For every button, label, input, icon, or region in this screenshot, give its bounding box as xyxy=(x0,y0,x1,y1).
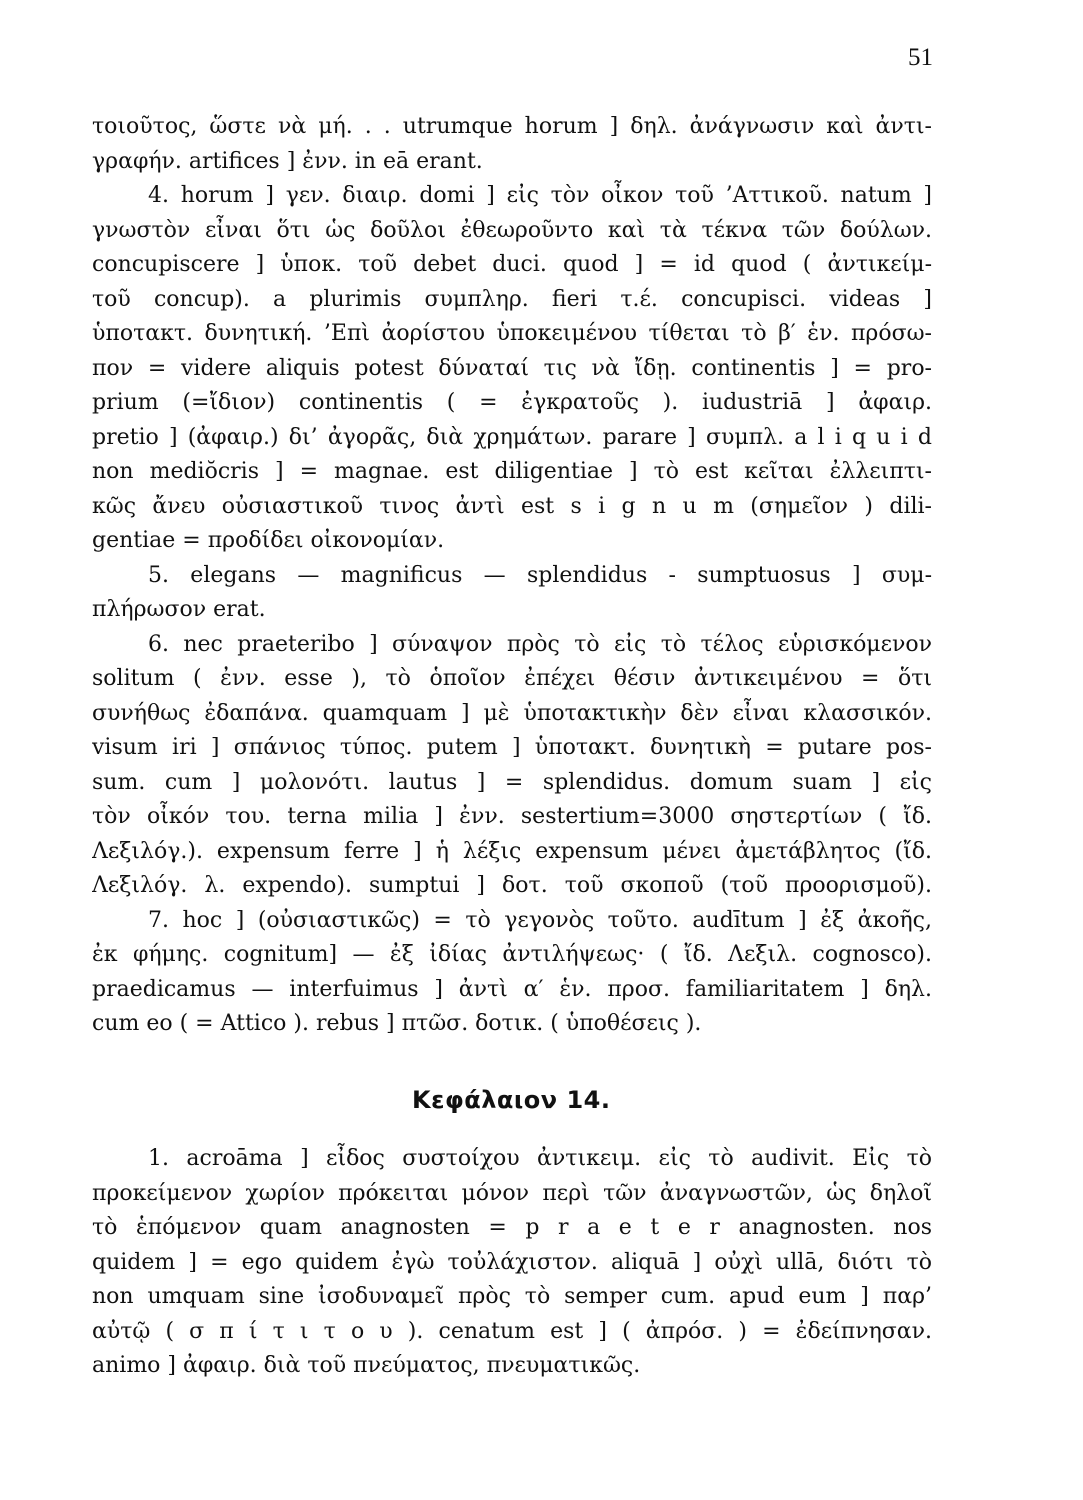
text-line: animo ] ἀφαιρ. διὰ τοῦ πνεύματος, πνευματικῶς. xyxy=(92,1353,641,1378)
text-line: γραφήν. artifices ] ἐνν. in eā erant. xyxy=(92,148,483,174)
text-line: 1. acroāma ] εἶδος συστοίχου ἀντικειμ. εἰς τὸ audivit. Εἰς τὸ xyxy=(148,1146,932,1171)
text-line: ὑποτακτ. δυνητική. ’Επὶ ἀορίστου ὑποκειμένου τίθεται τὸ β′ ἑν. πρόσω- xyxy=(92,321,932,346)
text-line: quidem ] = ego quidem ἐγὼ τοὐλάχιστον. aliquā ] οὐχὶ ullā, διότι τὸ xyxy=(92,1249,932,1275)
text-line: sum. cum ] μολονότι. lautus ] = splendidus. domum suam ] εἰς xyxy=(92,769,932,795)
text-line: non umquam sine ἰσοδυναμεῖ πρὸς τὸ semper cum. apud eum ] παρ’ xyxy=(92,1284,932,1309)
text-line: προκείμενον χωρίον πρόκειται μόνον περὶ τῶν ἀναγνωστῶν, ὡς δηλοῖ xyxy=(92,1180,932,1206)
text-line: 7. hoc ] (οὐσιαστικῶς) = τὸ γεγονὸς τοῦτο. audītum ] ἐξ ἀκοῆς, xyxy=(148,907,932,933)
text-line: cum eo ( = Attico ). rebus ] πτῶσ. δοτικ. ( ὑποθέσεις ). xyxy=(92,1011,702,1036)
text-line: praedicamus — interfuimus ] ἀντὶ α′ ἑν. προσ. familiaritatem ] δηλ. xyxy=(92,976,932,1002)
section-13-text xyxy=(92,110,932,1042)
text-line: τοιοῦτος, ὥστε νὰ μή. . . utrumque horum ] δηλ. ἀνάγνωσιν καὶ ἀντι- xyxy=(92,114,932,139)
text-line: συνήθως ἐδαπάνα. quamquam ] μὲ ὑποτακτικὴν δὲν εἶναι κλασσικόν. xyxy=(92,700,932,726)
chapter-heading: Κεφάλαιον 14. xyxy=(412,1086,611,1114)
text-line: τὸ ἑπόμενον quam anagnosten = p r a e t e r anagnosten. nos xyxy=(92,1215,932,1240)
text-line: πλήρωσον erat. xyxy=(92,597,266,622)
text-line: 6. nec praeteribo ] σύναψον πρὸς τὸ εἰς τὸ τέλος εὑρισκόμενον xyxy=(148,631,932,657)
text-line: visum iri ] σπάνιος τύπος. putem ] ὑποτακτ. δυνητικὴ = putare pos- xyxy=(92,735,932,760)
text-line: γνωστὸν εἶναι ὅτι ὡς δοῦλοι ἐθεωροῦντο καὶ τὰ τέκνα τῶν δούλων. xyxy=(92,217,932,243)
text-line: ἐκ φήμης. cognitum] — ἐξ ἰδίας ἀντιλήψεως· ( ἴδ. Λεξιλ. cognosco). xyxy=(92,942,932,967)
text-line: non mediŏcris ] = magnae. est diligentiae ] τὸ est κεῖται ἐλλειπτι- xyxy=(92,459,932,484)
text-line: τοῦ concup). a plurimis συμπληρ. fieri τ.έ. concupisci. videas ] xyxy=(92,286,932,312)
page-number: 51 xyxy=(908,44,933,71)
text-line: concupiscere ] ὑποκ. τοῦ debet duci. quod ] = id quod ( ἀντικείμ- xyxy=(92,252,932,277)
text-line: pretio ] (ἀφαιρ.) δι’ ἀγορᾶς, διὰ χρημάτων. parare ] συμπλ. a l i q u i d xyxy=(92,424,932,450)
text-line: gentiae = προδίδει οἰκονομίαν. xyxy=(92,528,445,553)
text-line: prium (=ἴδιον) continentis ( = ἐγκρατοῦς ). iudustriā ] ἀφαιρ. xyxy=(92,390,932,415)
text-line: Λεξιλόγ.). expensum ferre ] ἡ λέξις expensum μένει ἀμετάβλητος (ἴδ. xyxy=(92,838,932,864)
section-14-text xyxy=(92,1142,932,1384)
text-line: κῶς ἄνευ οὐσιαστικοῦ τινος ἀντὶ est s i g n u m (σημεῖον ) dili- xyxy=(92,493,932,519)
text-line: solitum ( ἐνν. esse ), τὸ ὁποῖον ἐπέχει θέσιν ἀντικειμένου = ὅτι xyxy=(92,666,932,691)
text-line: 4. horum ] γεν. διαιρ. domi ] εἰς τὸν οἶκον τοῦ ’Αττικοῦ. natum ] xyxy=(148,183,932,208)
text-line: πον = videre aliquis potest δύναταί τις νὰ ἴδῃ. continentis ] = pro- xyxy=(92,355,932,381)
text-line: τὸν οἶκόν του. terna milia ] ἐνν. sestertium=3000 σηστερτίων ( ἴδ. xyxy=(92,804,932,829)
text-line: αὐτῷ ( σ π ί τ ι τ ο υ ). cenatum est ] ( ἀπρόσ. ) = ἐδείπνησαν. xyxy=(92,1318,932,1344)
text-line: 5. elegans — magnificus — splendidus - sumptuosus ] συμ- xyxy=(148,562,932,588)
text-line: Λεξιλόγ. λ. expendo). sumptui ] δοτ. τοῦ σκοποῦ (τοῦ προορισμοῦ). xyxy=(92,873,932,898)
